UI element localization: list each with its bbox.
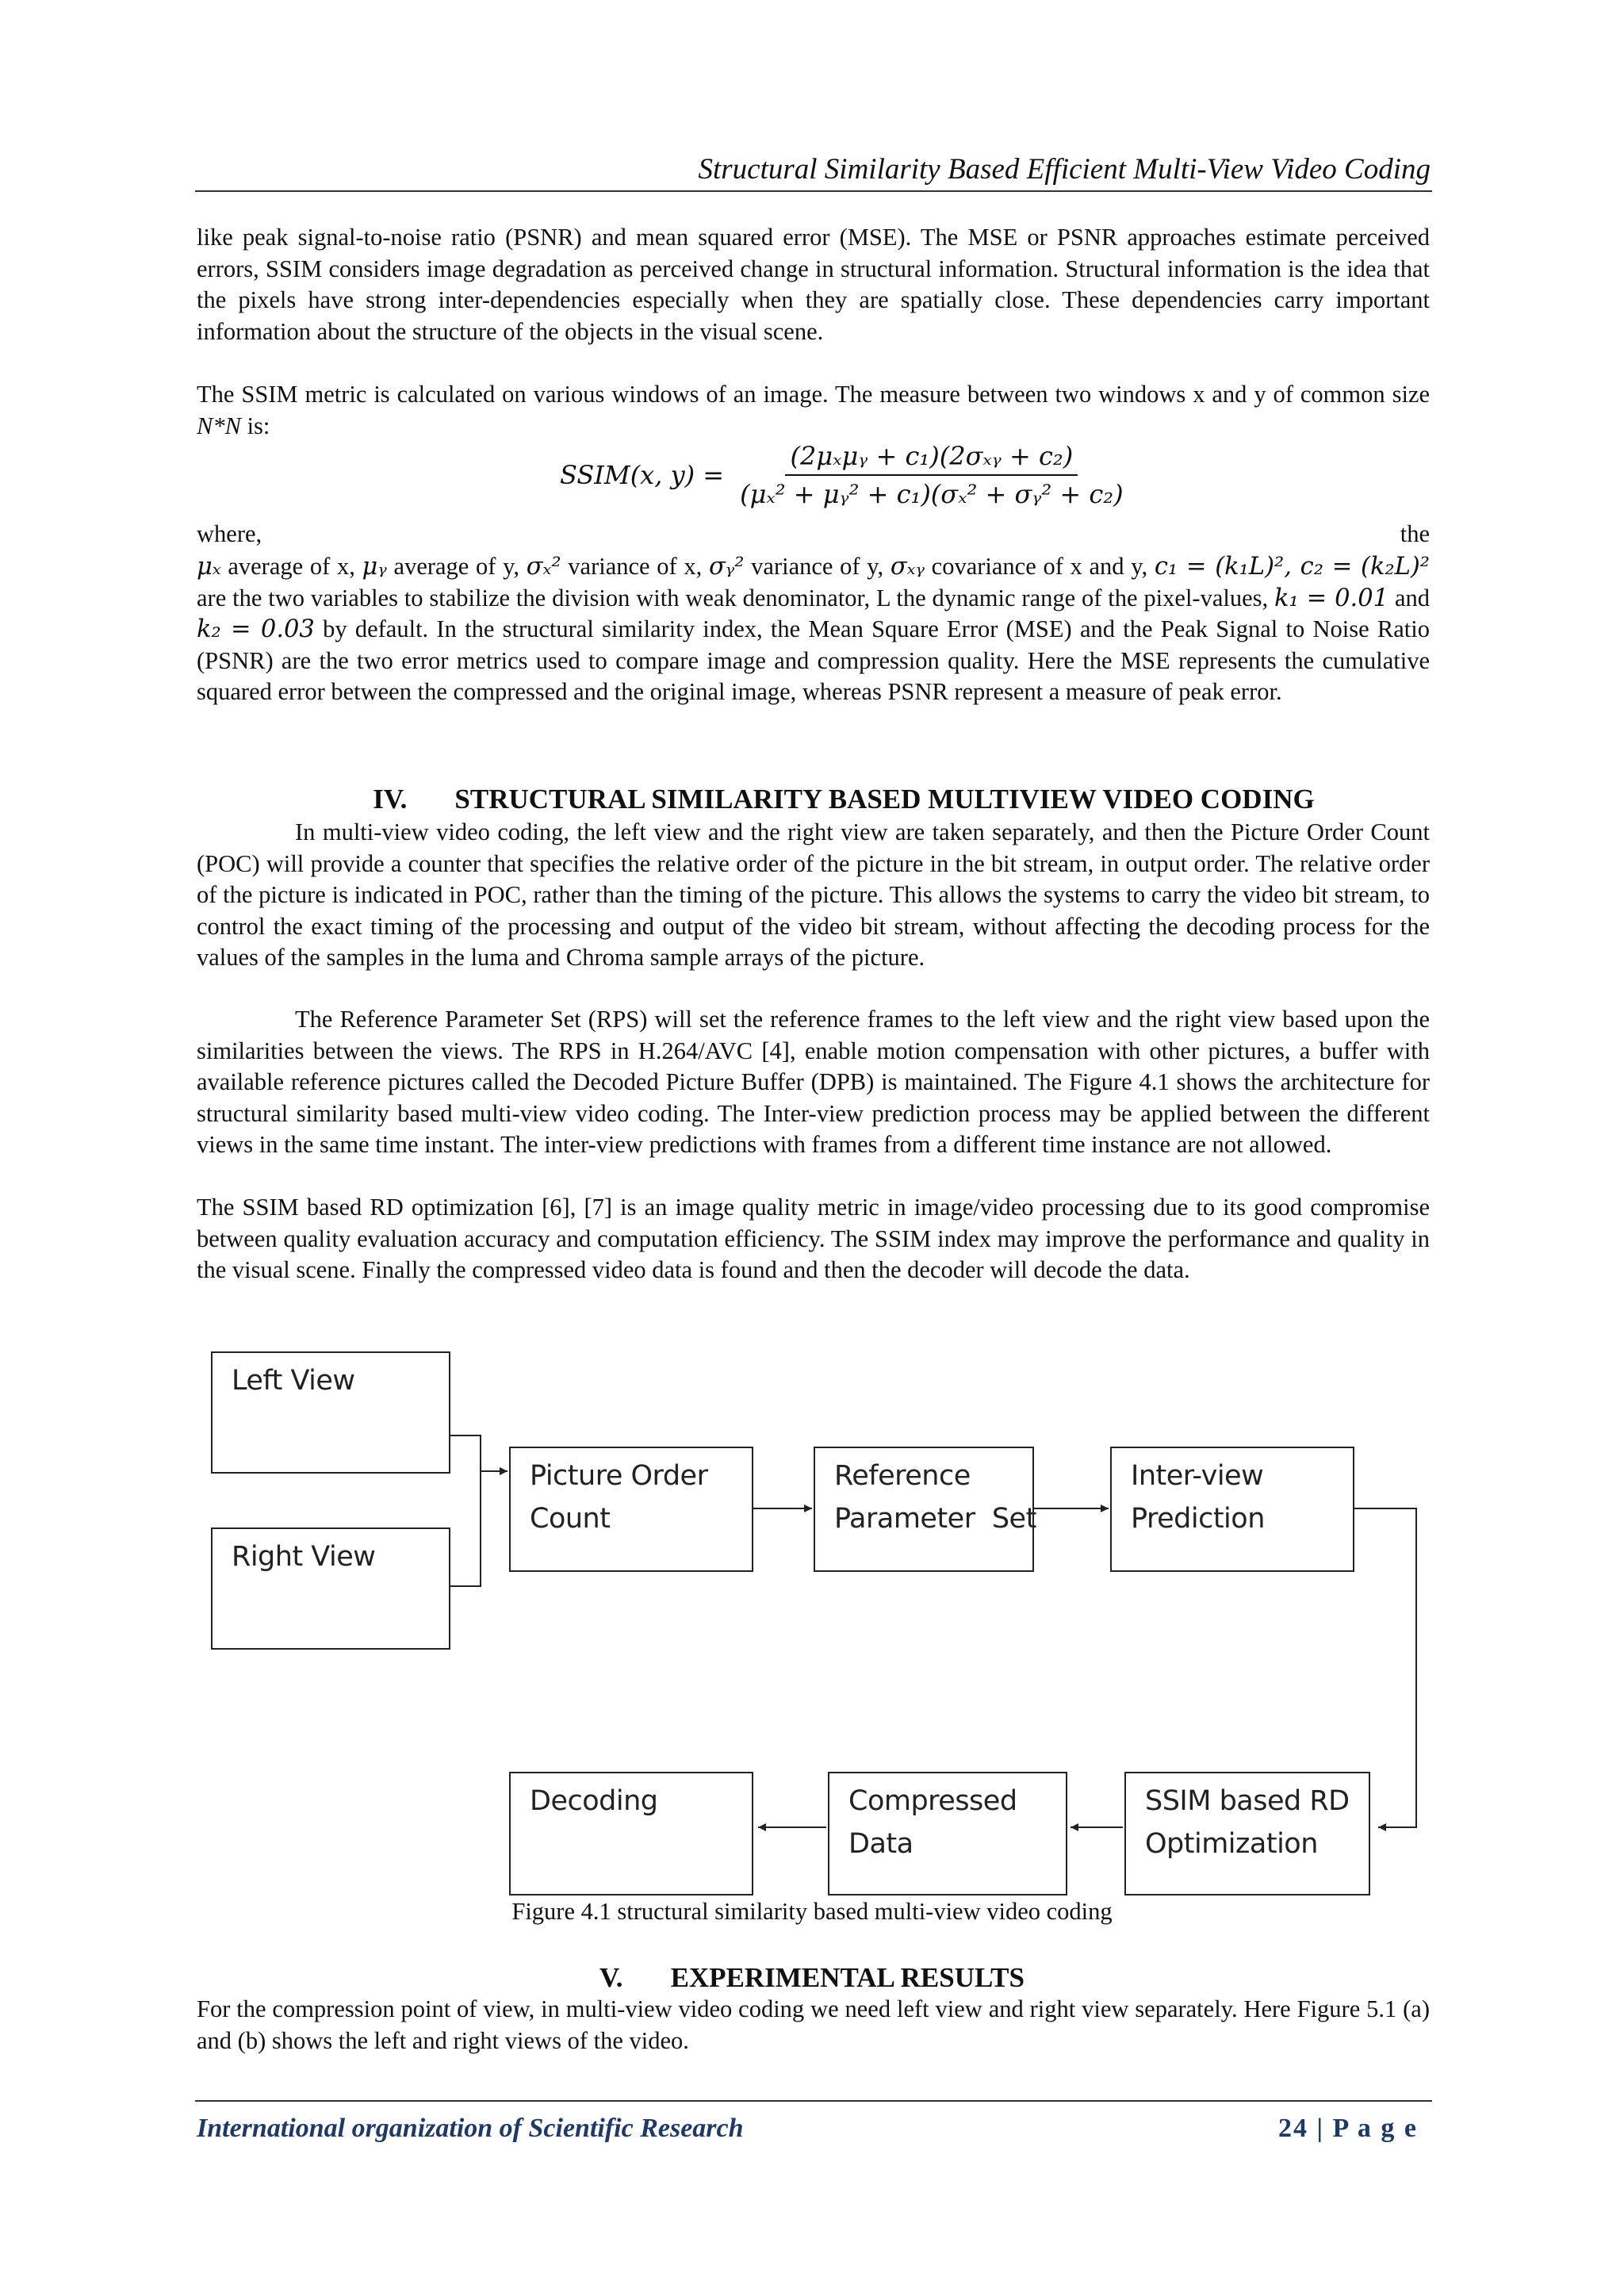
equation-numerator: (2μₓμᵧ + c₁)(2σₓᵧ + c₂): [785, 441, 1078, 476]
paragraph-ssim-metric: The SSIM metric is calculated on various windows of an image. The measure between two windows x and y of common size N*N is:: [197, 381, 1430, 439]
section-5-heading: V. EXPERIMENTAL RESULTS: [599, 1962, 1025, 1993]
figure-caption: Figure 4.1 structural similarity based multi-view video coding: [511, 1898, 1113, 1925]
section-4-paragraph-2: The Reference Parameter Set (RPS) will set the reference frames to the left view and the right view based upon the similarities between the views. The RPS in H.264/AVC [4], enable motion compensation with other pictures, a buffer with available reference pictures called the Decoded Picture Buffer (DPB) is maintained. The Figure 4.1 shows the architecture for structural similarity based multi-view video coding. The Inter-view prediction process may be applied between the different views in the same time instant. The inter-view predictions with frames from a different time instance are not allowed.: [197, 1006, 1430, 1158]
where-line: where, the: [197, 520, 1430, 547]
running-header: Structural Similarity Based Efficient Multi-View Video Coding: [698, 153, 1431, 186]
section-4-paragraph-1: In multi-view video coding, the left view and the right view are taken separately, and then the Picture Order Count (POC) will provide a counter that specifies the relative order of the picture in the bit stream, in output order. The relative order of the picture is indicated in POC, rather than the timing of the picture. This allows the systems to carry the video bit stream, to control the exact timing of the processing and output of the video bit stream, without affecting the decoding process for the values of the samples in the luma and Chroma sample arrays of the picture.: [197, 818, 1430, 971]
ssim-equation: [560, 441, 1128, 509]
picture-order-count-box: Picture Order Count: [509, 1447, 753, 1572]
section-4-heading: IV. STRUCTURAL SIMILARITY BASED MULTIVIEW VIDEO CODING: [373, 784, 1315, 815]
footer-organization: International organization of Scientific Research: [197, 2114, 744, 2143]
paragraph-variables: μₓ average of x, μᵧ average of y, σₓ² variance of x, σᵧ² variance of y, σₓᵧ covariance of x and y, c₁ = (k₁L)², c₂ = (k₂L)² are the two variables to stabilize the division with weak denominator, L the dynamic range of the pixel-values, k₁ = 0.01 and k₂ = 0.03 by default. In the structural similarity index, the Mean Square Error (MSE) and the Peak Signal to Noise Ratio (PSNR) are the two error metrics used to compare image and compression quality. Here the MSE represents the cumulative squared error between the compressed and the original image, whereas PSNR represent a measure of peak error.: [197, 553, 1431, 705]
right-view-box: Right View: [211, 1527, 450, 1650]
equation-fraction: [735, 441, 1128, 509]
section-4-paragraph-3: The SSIM based RD optimization [6], [7] is an image quality metric in image/video processing due to its good compromise between quality evaluation accuracy and computation efficiency. The SSIM index may improve the performance and quality in the visual scene. Finally the compressed video data is found and then the decoder will decode the data.: [197, 1194, 1430, 1283]
compressed-data-box: Compressed Data: [828, 1772, 1067, 1895]
header-rule: [195, 190, 1432, 192]
ssim-rd-optimization-box: SSIM based RD Optimization: [1124, 1772, 1370, 1895]
left-view-box: Left View: [211, 1351, 450, 1474]
arrow-right-view-to-poc: [449, 1471, 508, 1586]
footer-rule: [195, 2100, 1432, 2102]
equation-denominator: (μₓ² + μᵧ² + c₁)(σₓ² + σᵧ² + c₂): [740, 479, 1124, 509]
decoding-box: Decoding: [509, 1772, 753, 1895]
arrow-left-view-to-poc: [449, 1435, 508, 1471]
footer-page-number: 24 | P a g e: [1278, 2114, 1418, 2143]
section-5-paragraph-1: For the compression point of view, in multi-view video coding we need left view and right view separately. Here Figure 5.1 (a) and (b) shows the left and right views of the video.: [197, 1995, 1430, 2054]
paragraph-intro: like peak signal-to-noise ratio (PSNR) and mean squared error (MSE). The MSE or PSNR approaches estimate perceived errors, SSIM considers image degradation as perceived change in structural information. Structural information is the idea that the pixels have strong inter-dependencies especially when they are spatially close. These dependencies carry important information about the structure of the objects in the visual scene.: [197, 224, 1430, 345]
equation-lhs: SSIM(x, y) =: [560, 460, 725, 490]
inter-view-prediction-box: Inter-view Prediction: [1110, 1447, 1354, 1572]
reference-parameter-set-box: Reference Parameter Set: [814, 1447, 1034, 1572]
architecture-diagram: [197, 1340, 1434, 1911]
